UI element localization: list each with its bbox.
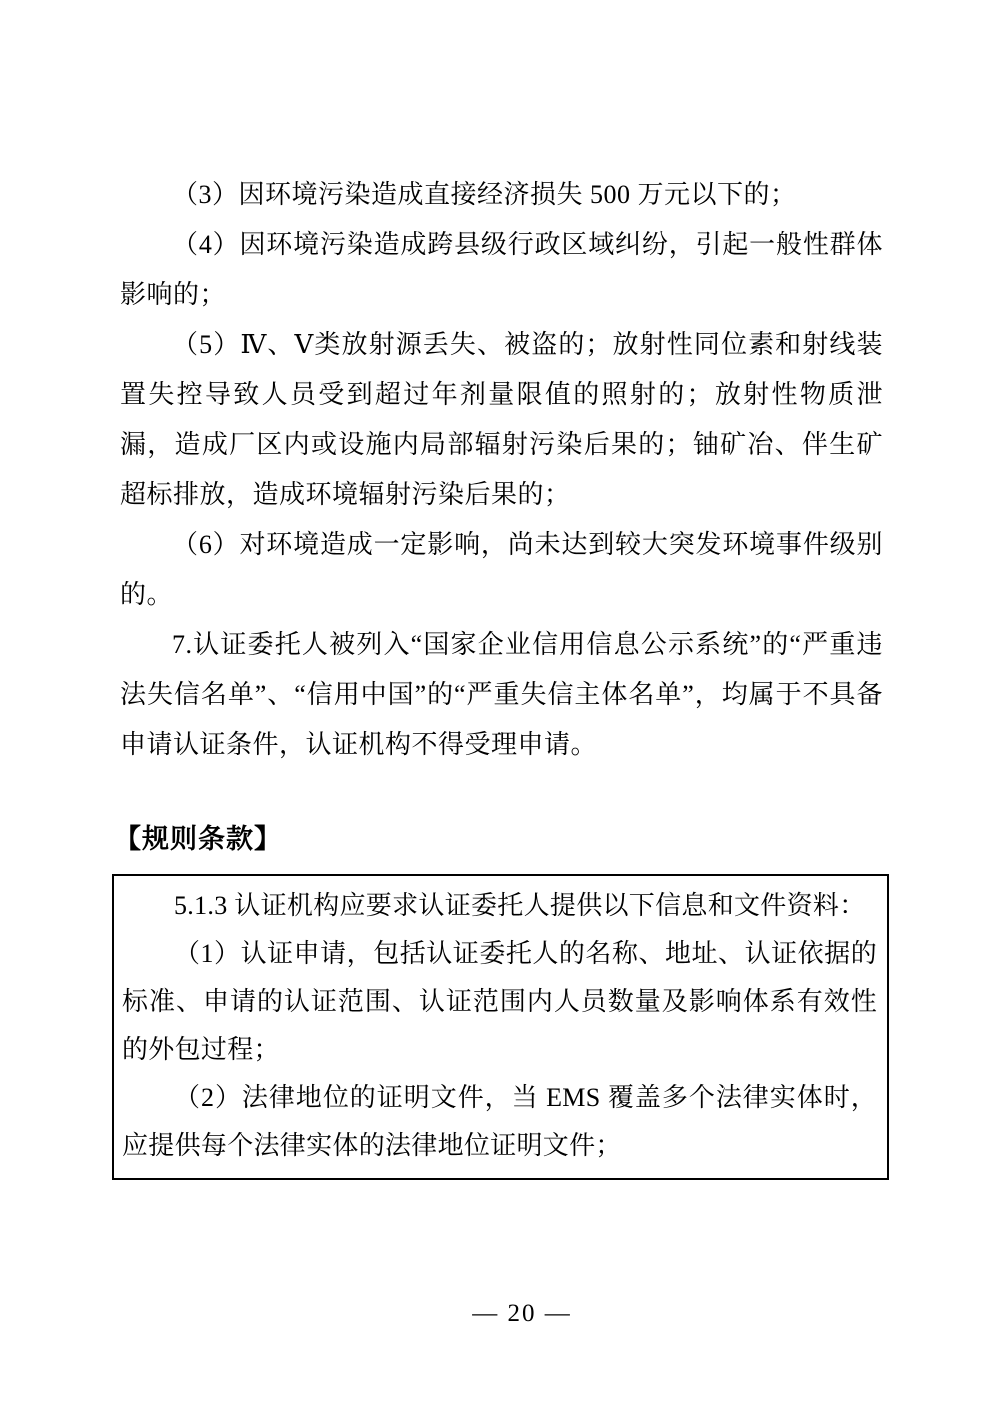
paragraph-item-7: 7.认证委托人被列入“国家企业信用信息公示系统”的“严重违法失信名单”、“信用中国”的“严重失信主体名单”，均属于不具备申请认证条件，认证机构不得受理申请。 (120, 630, 883, 759)
page-number: — 20 — (472, 1300, 572, 1327)
paragraph-item-5: （5）Ⅳ、Ⅴ类放射源丢失、被盗的；放射性同位素和射线装置失控导致人员受到超过年剂量限值的照射的；放射性物质泄漏，造成厂区内或设施内局部辐射污染后果的；铀矿冶、伴生矿超标排放，造成环境辐射污染后果的； (120, 330, 883, 509)
section-heading-rule-clauses: 【规则条款】 (114, 824, 282, 854)
paragraph-item-6: （6）对环境造成一定影响，尚未达到较大突发环境事件级别的。 (120, 530, 883, 609)
rule-box-paragraph-1: （1）认证申请，包括认证委托人的名称、地址、认证依据的标准、申请的认证范围、认证范围内人员数量及影响体系有效性的外包过程； (122, 939, 877, 1064)
paragraph-item-4: （4）因环境污染造成跨县级行政区域纠纷，引起一般性群体影响的； (120, 230, 883, 309)
rule-box-paragraph-513: 5.1.3 认证机构应要求认证委托人提供以下信息和文件资料： (174, 891, 866, 920)
rule-clause-box (112, 874, 889, 1180)
paragraph-item-3: （3）因环境污染造成直接经济损失 500 万元以下的； (172, 180, 797, 209)
rule-box-paragraph-2: （2）法律地位的证明文件，当 EMS 覆盖多个法律实体时，应提供每个法律实体的法律地位证明文件； (122, 1083, 877, 1160)
page-content (114, 170, 883, 1180)
